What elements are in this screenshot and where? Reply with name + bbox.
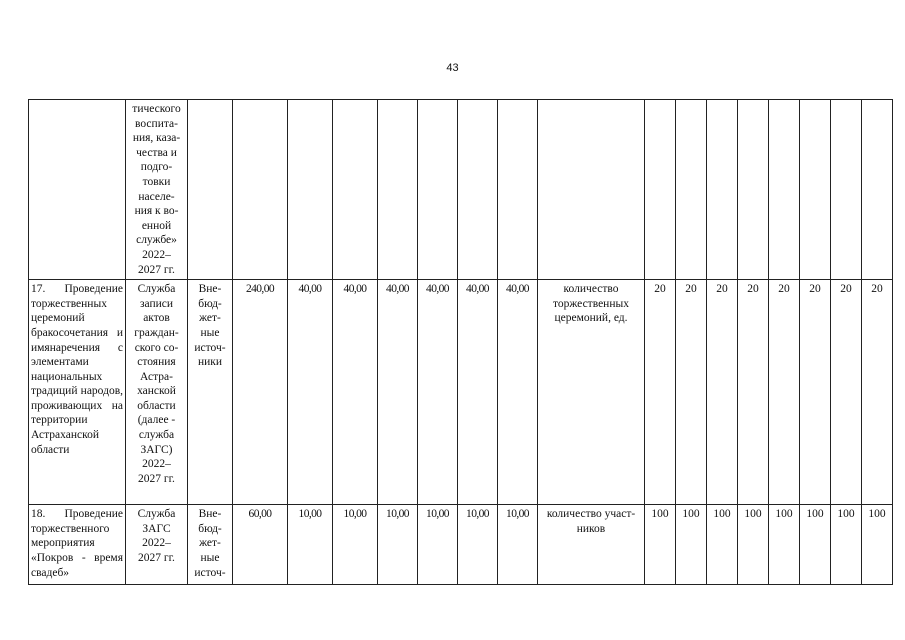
amount-cell	[378, 100, 418, 280]
indicator-cell	[538, 100, 645, 280]
amount-cell: 40,00	[288, 280, 333, 505]
indicator-value-cell: 100	[707, 505, 738, 585]
indicator-value-cell	[707, 100, 738, 280]
amount-cell: 10,00	[418, 505, 458, 585]
indicator-value-cell: 20	[800, 280, 831, 505]
indicator-value-cell: 20	[707, 280, 738, 505]
event-name-cell: 18. Проведение торжественного мероприятия «Покров - время свадеб»	[29, 505, 126, 585]
indicator-value-cell: 100	[769, 505, 800, 585]
indicator-value-cell: 20	[831, 280, 862, 505]
executor-cell	[126, 100, 188, 280]
indicator-value-cell	[769, 100, 800, 280]
indicator-value-cell: 100	[676, 505, 707, 585]
indicator-value-cell	[645, 100, 676, 280]
amount-cell: 10,00	[333, 505, 378, 585]
funding-source-cell-text: Вне- бюд- жет- ные источ-	[194, 508, 226, 579]
amount-cell: 10,00	[458, 505, 498, 585]
indicator-value-cell	[800, 100, 831, 280]
indicator-cell-text: количество торжественных церемоний, ед.	[553, 283, 629, 325]
event-name-cell: 17. Проведение торжественных церемоний бракосочетания и имянаречения с элементами национальных традиций народов, проживающих на территории Астраханской области	[29, 280, 126, 505]
amount-cell	[458, 100, 498, 280]
amount-cell: 240,00	[233, 280, 288, 505]
amount-cell: 40,00	[418, 280, 458, 505]
indicator-cell-text: количество участ- ников	[546, 508, 636, 535]
executor-cell-text: тического воспита- ния, каза- чества и подго- товки населе- ния к во- енной службе» 2022– 2027 гг.	[132, 103, 181, 276]
indicator-value-cell: 20	[645, 280, 676, 505]
executor-cell-text: Служба записи актов граждан- ского со- стояния Астра- ханской области (далее - служба ЗАГС) 2022– 2027 гг.	[134, 283, 179, 485]
funding-source-cell	[188, 505, 233, 585]
indicator-value-cell: 20	[738, 280, 769, 505]
funding-source-cell-text: Вне- бюд- жет- ные источ- ники	[194, 283, 226, 369]
indicator-value-cell: 100	[738, 505, 769, 585]
executor-cell-text: Служба ЗАГС 2022– 2027 гг.	[137, 508, 176, 564]
indicator-value-cell	[862, 100, 893, 280]
event-name-cell	[29, 100, 126, 280]
indicator-value-cell	[831, 100, 862, 280]
indicator-value-cell	[676, 100, 707, 280]
funding-source-cell	[188, 280, 233, 505]
amount-cell	[498, 100, 538, 280]
amount-cell	[288, 100, 333, 280]
table-row	[29, 100, 893, 280]
amount-cell: 10,00	[378, 505, 418, 585]
executor-cell	[126, 505, 188, 585]
amount-cell: 40,00	[378, 280, 418, 505]
indicator-value-cell	[738, 100, 769, 280]
indicator-value-cell: 100	[831, 505, 862, 585]
amount-cell: 10,00	[288, 505, 333, 585]
funding-source-cell	[188, 100, 233, 280]
executor-cell	[126, 280, 188, 505]
amount-cell: 40,00	[498, 280, 538, 505]
amount-cell: 40,00	[333, 280, 378, 505]
indicator-value-cell: 100	[800, 505, 831, 585]
amount-cell: 40,00	[458, 280, 498, 505]
table-row	[29, 505, 893, 585]
program-table	[28, 99, 893, 585]
amount-cell: 10,00	[498, 505, 538, 585]
indicator-value-cell: 20	[862, 280, 893, 505]
indicator-value-cell: 20	[769, 280, 800, 505]
page-number: 43	[446, 62, 459, 74]
amount-cell	[333, 100, 378, 280]
amount-cell	[418, 100, 458, 280]
indicator-value-cell: 20	[676, 280, 707, 505]
indicator-cell	[538, 505, 645, 585]
indicator-cell	[538, 280, 645, 505]
amount-cell: 60,00	[233, 505, 288, 585]
indicator-value-cell: 100	[862, 505, 893, 585]
table-row	[29, 280, 893, 505]
indicator-value-cell: 100	[645, 505, 676, 585]
amount-cell	[233, 100, 288, 280]
